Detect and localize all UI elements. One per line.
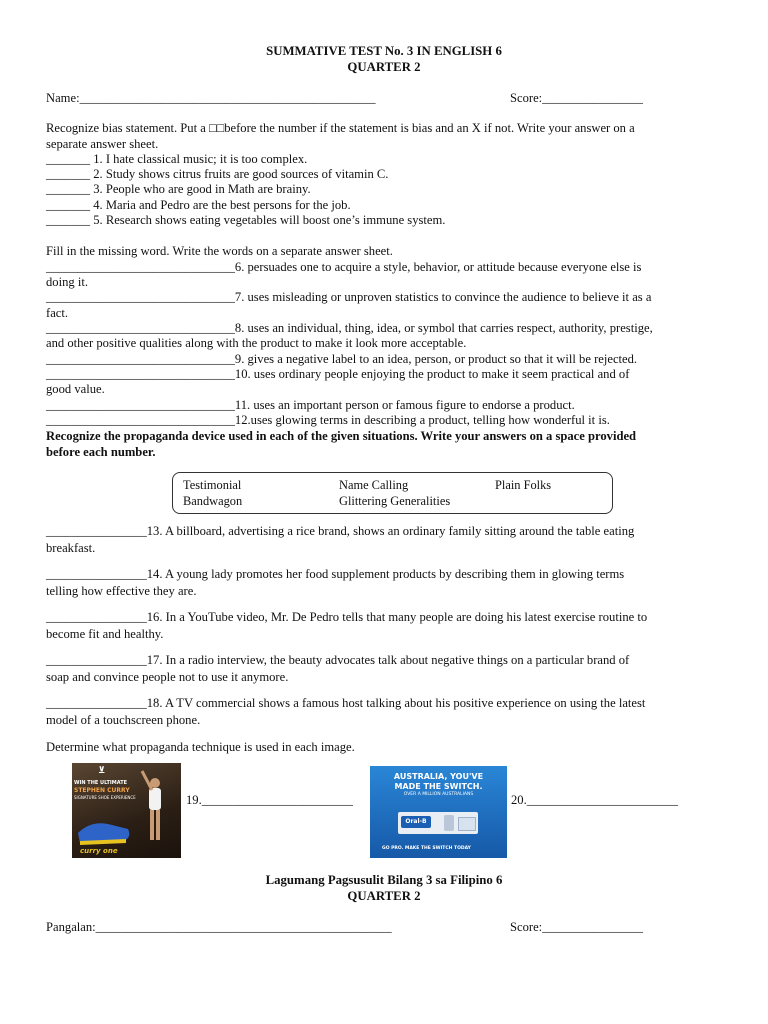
charger-icon [458, 817, 476, 831]
shoe-ad-line2: STEPHEN CURRY [74, 787, 130, 794]
situation-13: ________________13. A billboard, advertising a rice brand, shows an ordinary family sitting around the table eating [46, 524, 635, 538]
test-title: SUMMATIVE TEST No. 3 IN ENGLISH 6 [266, 44, 502, 58]
toothbrush-ad-line3: OVER A MILLION AUSTRALIANS [403, 792, 474, 797]
player-leg-right [156, 810, 160, 840]
shoe-ad-brand: curry one [80, 847, 118, 855]
player-jersey [149, 788, 161, 810]
shoe-ad-line1: WIN THE ULTIMATE [74, 780, 128, 786]
footer-score-field[interactable]: Score:________________ [510, 920, 643, 934]
fill-line-8-cont: and other positive qualities along with the product to make it look more acceptable. [46, 336, 467, 350]
toothbrush-icon [444, 815, 454, 831]
situation-16: ________________16. In a YouTube video, Mr. De Pedro tells that many people are doing his latest exercise routine to [46, 610, 648, 624]
toothbrush-ad-cta: GO PRO. MAKE THE SWITCH TODAY [382, 846, 471, 851]
choice-plain-folks: Plain Folks [495, 478, 552, 492]
bias-item-4: _______ 4. Maria and Pedro are the best persons for the job. [46, 198, 351, 212]
name-field[interactable]: Name:_______________________________________________ [46, 91, 376, 105]
player-leg-left [150, 810, 154, 840]
situation-17-cont: soap and convince people not to use it anymore. [46, 670, 289, 684]
choice-glittering-generalities: Glittering Generalities [339, 494, 451, 508]
toothbrush-ad-line2: MADE THE SWITCH. [394, 782, 483, 791]
fill-line-11: ______________________________11. uses an important person or famous figure to endorse a product. [46, 398, 575, 412]
shoe-ad-graphic [72, 763, 181, 858]
part3-instruction: Recognize the propaganda device used in each of the given situations. Write your answers on a space provided [46, 429, 637, 443]
choice-bandwagon: Bandwagon [183, 494, 243, 508]
fill-line-10-cont: good value. [46, 382, 105, 396]
toothbrush-ad-headline [370, 772, 507, 798]
product-pack [398, 812, 478, 834]
filipino-test-quarter: QUARTER 2 [347, 889, 421, 903]
situation-14: ________________14. A young lady promotes her food supplement products by describing them in glowing terms [46, 567, 625, 581]
player-arm [142, 771, 152, 790]
score-field[interactable]: Score:________________ [510, 91, 643, 105]
brand-logo-icon: ⊻ [98, 766, 106, 776]
situation-16-cont: become fit and healthy. [46, 627, 164, 641]
fill-line-8: ______________________________8. uses an individual, thing, idea, or symbol that carries respect, authority, prestige, [46, 321, 653, 335]
fill-line-6-cont: doing it. [46, 275, 88, 289]
part1-instruction-cont: separate answer sheet. [46, 137, 159, 151]
answer-20[interactable]: 20.________________________ [511, 793, 678, 807]
situation-17: ________________17. In a radio interview, the beauty advocates talk about negative things on a particular brand of [46, 653, 630, 667]
bias-item-5: _______ 5. Research shows eating vegetables will boost one’s immune system. [46, 213, 446, 227]
filipino-test-title: Lagumang Pagsusulit Bilang 3 sa Filipino 6 [265, 873, 503, 887]
situation-13-cont: breakfast. [46, 541, 96, 555]
bias-item-2: _______ 2. Study shows citrus fruits are good sources of vitamin C. [46, 167, 389, 181]
answer-19[interactable]: 19.________________________ [186, 793, 353, 807]
fill-line-7-cont: fact. [46, 306, 69, 320]
situation-14-cont: telling how effective they are. [46, 584, 197, 598]
situation-18: ________________18. A TV commercial shows a famous host talking about his positive experience on using the latest [46, 696, 646, 710]
fill-line-10: ______________________________10. uses ordinary people enjoying the product to make it seem practical and of [46, 367, 630, 381]
part1-instruction: Recognize bias statement. Put a □□before the number if the statement is bias and an X if not. Write your answer on a [46, 121, 635, 135]
choices-box [172, 472, 613, 514]
choice-testimonial: Testimonial [183, 478, 242, 492]
shoe-ad-line3: SIGNATURE SHOE EXPERIENCE [74, 795, 136, 800]
pack-logo: Oral-B [401, 816, 431, 828]
fill-line-7: ______________________________7. uses misleading or unproven statistics to convince the audience to believe it as a [46, 290, 652, 304]
choice-name-calling: Name Calling [339, 478, 409, 492]
test-quarter: QUARTER 2 [347, 60, 421, 74]
toothbrush-ad-image [370, 766, 507, 858]
part3-instruction-cont: before each number. [46, 445, 156, 459]
fill-line-12: ______________________________12.uses glowing terms in describing a product, telling how wonderful it is. [46, 413, 610, 427]
part4-instruction: Determine what propaganda technique is used in each image. [46, 740, 355, 754]
shoe-ad-image [72, 763, 181, 858]
bias-item-3: _______ 3. People who are good in Math are brainy. [46, 182, 311, 196]
bias-item-1: _______ 1. I hate classical music; it is too complex. [46, 152, 308, 166]
part2-instruction: Fill in the missing word. Write the words on a separate answer sheet. [46, 244, 393, 258]
pangalan-field[interactable]: Pangalan:_______________________________________________ [46, 920, 392, 934]
toothbrush-ad-line1: AUSTRALIA, YOU'VE [393, 772, 484, 781]
situation-18-cont: model of a touchscreen phone. [46, 713, 201, 727]
fill-line-6: ______________________________6. persuades one to acquire a style, behavior, or attitude because everyone else is [46, 260, 642, 274]
fill-line-9: ______________________________9. gives a negative label to an idea, person, or product so that it will be rejected. [46, 352, 638, 366]
